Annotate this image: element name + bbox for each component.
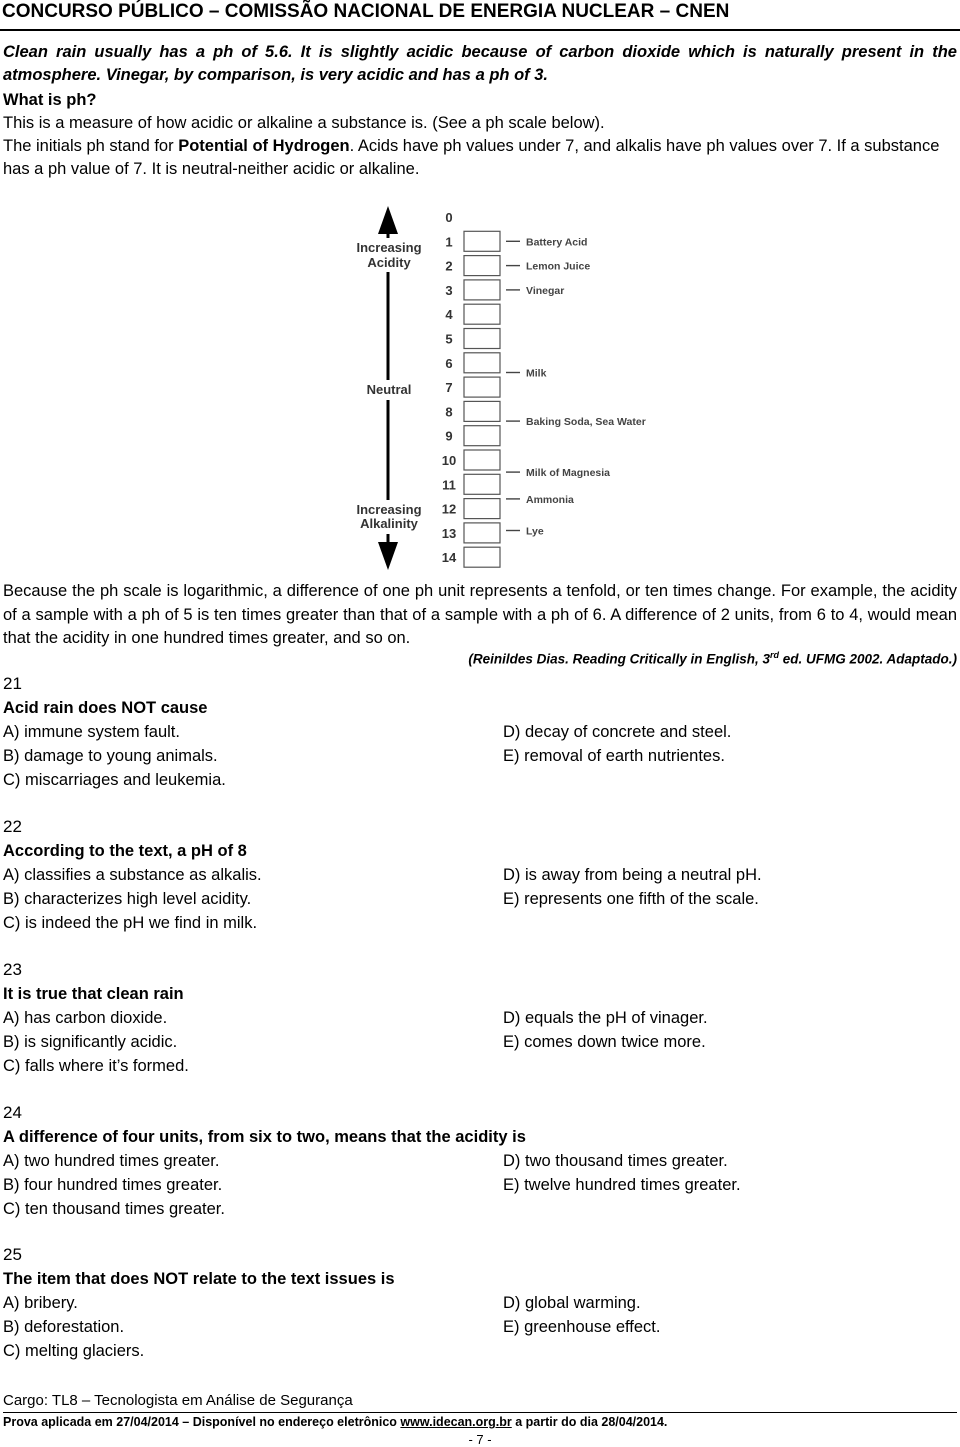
ph-box-3 — [464, 280, 500, 300]
option-c[interactable]: C) ten thousand times greater. — [3, 1200, 225, 1218]
ph-arrow-up-head — [378, 206, 398, 234]
ph-number-12: 12 — [441, 501, 457, 517]
increasing-acidity-label-2: Acidity — [367, 255, 411, 270]
question-22 — [3, 815, 957, 935]
ph-box-6 — [464, 353, 500, 373]
ph-box-5 — [464, 329, 500, 349]
ph-scale-rows — [442, 210, 646, 567]
ph-number-7: 7 — [445, 380, 453, 396]
intro-line-2-a: The initials ph stand for — [3, 137, 179, 155]
question-number: 24 — [3, 1103, 22, 1122]
ph-number-9: 9 — [445, 428, 453, 444]
substance-label-6: Ammonia — [526, 493, 574, 506]
options-grid — [3, 720, 957, 792]
ph-number-10: 10 — [441, 453, 457, 468]
option-c[interactable]: C) falls where it’s formed. — [3, 1057, 189, 1075]
increasing-alkalinity-label-2: Alkalinity — [360, 516, 418, 531]
question-stem: According to the text, a pH of 8 — [3, 842, 247, 860]
option-d[interactable]: D) is away from being a neutral pH. — [503, 866, 762, 884]
ph-number-4: 4 — [445, 307, 453, 323]
question-24 — [3, 1101, 957, 1221]
ph-box-13 — [464, 523, 500, 543]
question-number: 21 — [3, 674, 22, 693]
option-a[interactable]: A) has carbon dioxide. — [3, 1009, 168, 1027]
ph-box-1 — [464, 231, 500, 251]
question-stem: A difference of four units, from six to two, means that the acidity is — [3, 1128, 526, 1146]
ph-box-7 — [464, 377, 500, 397]
options-grid — [3, 863, 957, 935]
citation-part-b: ed. UFMG 2002. Adaptado.) — [778, 651, 957, 667]
ph-arrow-down-head — [378, 542, 398, 570]
option-b[interactable]: B) is significantly acidic. — [3, 1033, 178, 1051]
question-stem: It is true that clean rain — [3, 985, 184, 1003]
ph-box-2 — [464, 256, 500, 276]
ph-box-11 — [464, 474, 500, 494]
question-number: 22 — [3, 817, 22, 836]
option-d[interactable]: D) equals the pH of vinager. — [503, 1009, 708, 1027]
option-a[interactable]: A) bribery. — [3, 1294, 78, 1312]
ph-box-4 — [464, 304, 500, 324]
ph-number-0: 0 — [445, 210, 453, 225]
potential-of-hydrogen-term: Potential of Hydrogen — [178, 137, 350, 155]
increasing-alkalinity-label-1: Increasing — [356, 502, 422, 517]
option-e[interactable]: E) removal of earth nutrientes. — [503, 747, 725, 765]
what-is-ph-heading: What is ph? — [3, 91, 97, 109]
option-b[interactable]: B) characterizes high level acidity. — [3, 890, 252, 908]
option-e[interactable]: E) twelve hundred times greater. — [503, 1176, 741, 1194]
intro-line-1: This is a measure of how acidic or alkaline a substance is. (See a ph scale below). — [3, 114, 605, 132]
question-stem: Acid rain does NOT cause — [3, 699, 208, 717]
increasing-acidity-label-1: Increasing — [356, 240, 422, 255]
ph-number-13: 13 — [441, 525, 457, 541]
ph-scale-diagram — [340, 202, 680, 574]
substance-label-3: Milk — [526, 367, 547, 380]
page-number: - 7 - — [468, 1432, 492, 1447]
option-a[interactable]: A) two hundred times greater. — [3, 1152, 220, 1170]
options-grid — [3, 1149, 957, 1221]
question-number: 25 — [3, 1245, 22, 1264]
ph-box-8 — [464, 401, 500, 421]
option-c[interactable]: C) is indeed the pH we find in milk. — [3, 914, 258, 932]
substance-label-7: Lye — [526, 525, 544, 538]
question-stem: The item that does NOT relate to the text issues is — [3, 1270, 395, 1288]
ph-scale-figure — [340, 202, 680, 574]
substance-label-4: Baking Soda, Sea Water — [526, 416, 646, 429]
substance-label-1: Lemon Juice — [526, 260, 591, 273]
ph-number-3: 3 — [445, 282, 453, 298]
option-e[interactable]: E) greenhouse effect. — [503, 1318, 661, 1336]
footer-prova-line — [3, 1414, 957, 1430]
question-25 — [3, 1243, 957, 1363]
ph-number-11: 11 — [442, 477, 456, 493]
ph-box-12 — [464, 499, 500, 519]
option-b[interactable]: B) four hundred times greater. — [3, 1176, 223, 1194]
ph-number-5: 5 — [445, 331, 453, 347]
header-divider — [0, 29, 960, 31]
footer-divider — [3, 1412, 957, 1413]
ph-number-14: 14 — [441, 550, 457, 566]
ph-box-14 — [464, 547, 500, 567]
option-e[interactable]: E) comes down twice more. — [503, 1033, 706, 1051]
option-a[interactable]: A) classifies a substance as alkalis. — [3, 866, 262, 884]
ph-box-10 — [464, 450, 500, 470]
option-b[interactable]: B) deforestation. — [3, 1318, 125, 1336]
option-a[interactable]: A) immune system fault. — [3, 723, 180, 741]
idecan-link[interactable]: www.idecan.org.br — [400, 1415, 512, 1429]
ph-number-8: 8 — [445, 404, 453, 420]
option-d[interactable]: D) decay of concrete and steel. — [503, 723, 732, 741]
substance-label-2: Vinegar — [526, 284, 565, 297]
page-header-title: CONCURSO PÚBLICO – COMISSÃO NACIONAL DE ENERGIA NUCLEAR – CNEN — [2, 1, 730, 22]
question-number: 23 — [3, 960, 22, 979]
ph-box-9 — [464, 426, 500, 446]
substance-label-5: Milk of Magnesia — [526, 467, 611, 480]
ph-number-6: 6 — [445, 355, 453, 371]
ph-number-2: 2 — [445, 258, 453, 274]
citation — [468, 650, 957, 667]
citation-part-a: (Reinildes Dias. Reading Critically in English, 3 — [468, 651, 770, 667]
options-grid — [3, 1006, 957, 1078]
intro-lead-paragraph: Clean rain usually has a ph of 5.6. It is slightly acidic because of carbon dioxide which is naturally present in the atmosphere. Vinegar, by comparison, is very acidic and has a ph of 3. — [3, 43, 957, 84]
logarithmic-paragraph: Because the ph scale is logarithmic, a difference of one ph unit represents a tenfold, or ten times change. For example, the acidity of a sample with a ph of 5 is ten times greater than that of a sample with a ph of 6. A difference of 2 units, from 6 to 4, would mean that the acidity in one hundred times greater, and so on. — [3, 582, 957, 647]
question-21 — [3, 672, 957, 792]
option-c[interactable]: C) miscarriages and leukemia. — [3, 771, 226, 789]
option-d[interactable]: D) global warming. — [503, 1294, 641, 1312]
option-b[interactable]: B) damage to young animals. — [3, 747, 218, 765]
footer-prova-b: a partir do dia 28/04/2014. — [511, 1415, 668, 1429]
ph-number-1: 1 — [445, 234, 453, 250]
option-e[interactable]: E) represents one fifth of the scale. — [503, 890, 759, 908]
footer-prova-a: Prova aplicada em 27/04/2014 – Disponível no endereço eletrônico — [3, 1415, 401, 1429]
option-d[interactable]: D) two thousand times greater. — [503, 1152, 728, 1170]
intro-line-2 — [3, 135, 957, 181]
citation-superscript: rd — [769, 650, 779, 660]
page-footer — [3, 1392, 957, 1447]
option-c[interactable]: C) melting glaciers. — [3, 1342, 145, 1360]
neutral-label: Neutral — [366, 382, 412, 397]
intro-section — [3, 41, 957, 181]
question-23 — [3, 958, 957, 1078]
intro-line-2-c: . Acids have ph values under 7, and alkalis have ph values over 7. If a substance has a ph value of 7. It is neutral-neither acidic or alkaline. — [3, 137, 940, 178]
substance-label-0: Battery Acid — [526, 236, 588, 249]
footer-cargo: Cargo: TL8 – Tecnologista em Análise de Segurança — [3, 1392, 353, 1409]
options-grid — [3, 1291, 957, 1363]
